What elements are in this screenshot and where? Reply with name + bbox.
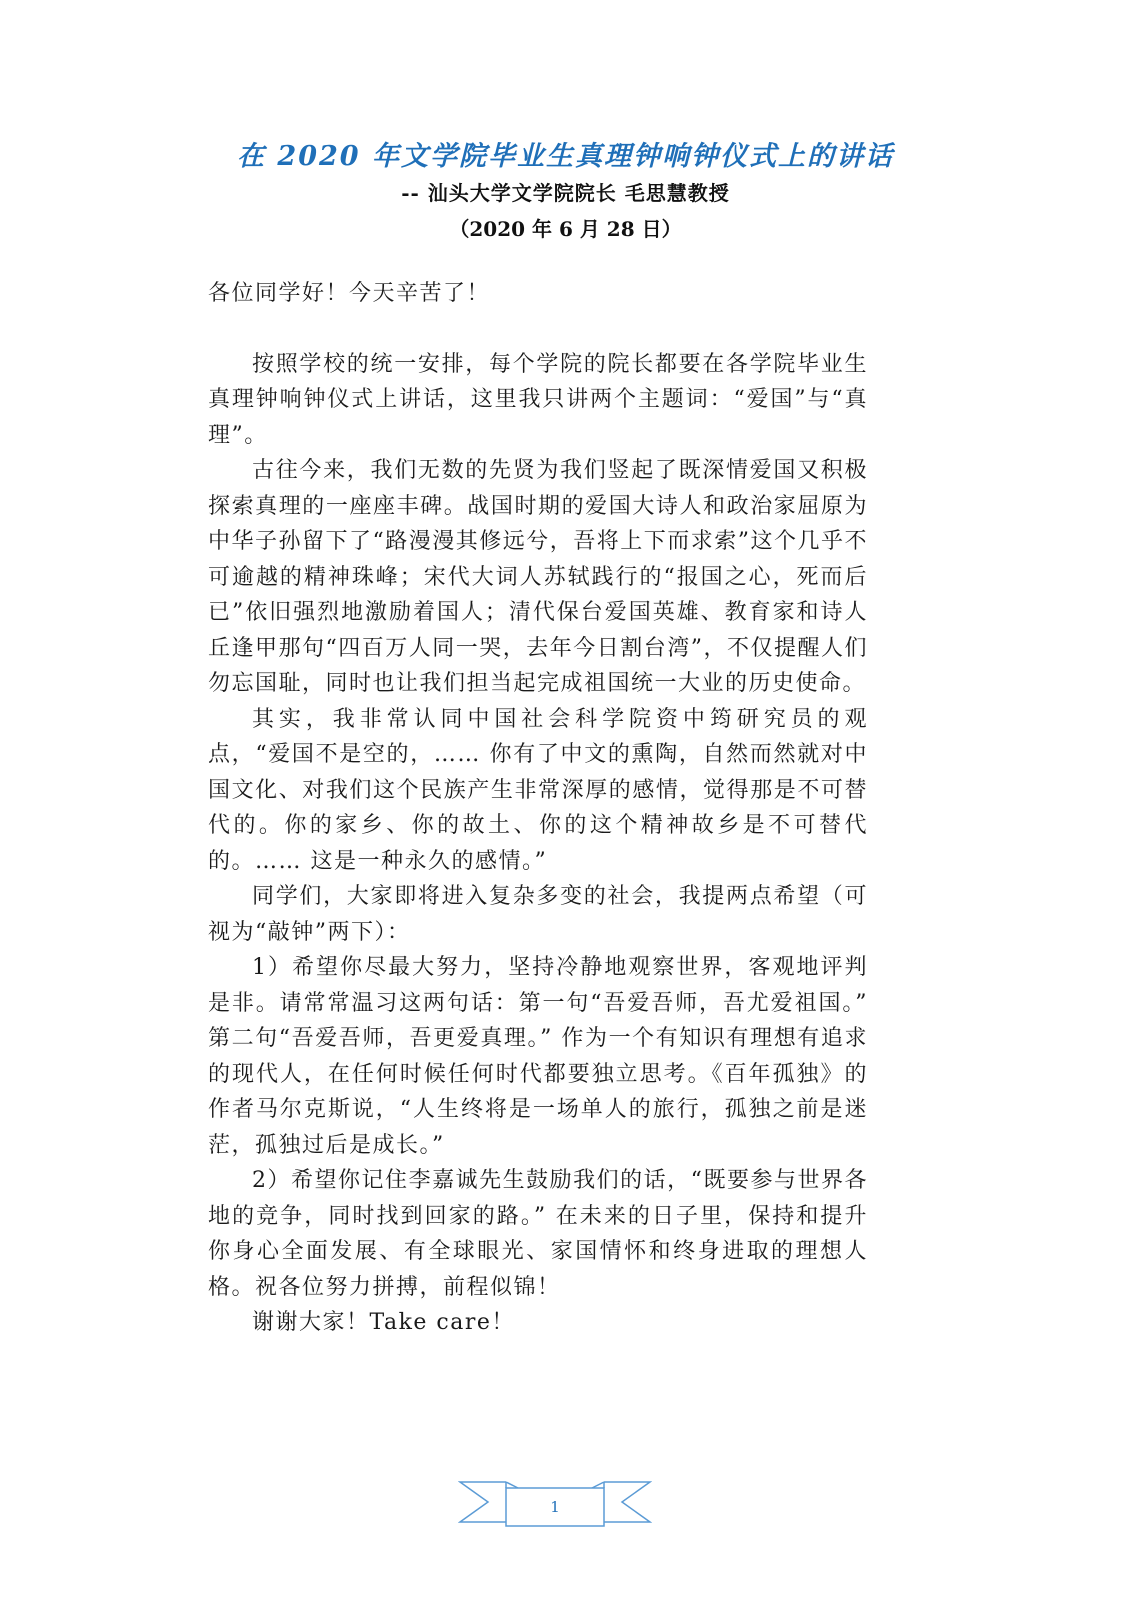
paragraph-hopes-intro: 同学们，大家即将进入复杂多变的社会，我提两点希望（可视为“敲钟”两下）： [208,884,868,945]
paragraph-history: 古往今来，我们无数的先贤为我们竖起了既深情爱国又积极探索真理的一座座丰碑。战国时期的爱国大诗人和政治家屈原为中华子孙留下了“路漫漫其修远兮，吾将上下而求索”这个几乎不可逾越的精神珠峰；宋代大词人苏轼践行的“报国之心，死而后已”依旧强烈地激励着国人；清代保台爱国英雄、教育家和诗人丘逢甲那句“四百万人同一哭，去年今日割台湾”，不仅提醒人们勿忘国耻，同时也让我们担当起完成祖国统一大业的历史使命。 [208,458,868,696]
paragraph-closing: 谢谢大家！Take care！ [252,1310,515,1335]
paragraph-intro: 按照学校的统一安排，每个学院的院长都要在各学院毕业生真理钟响钟仪式上讲话，这里我只讲两个主题词：“爱国”与“真理”。 [208,351,868,448]
paragraph-hope-1: 1）希望你尽最大努力，坚持冷静地观察世界，客观地评判是非。请常常温习这两句话：第一句“吾爱吾师，吾尤爱祖国。” 第二句“吾爱吾师，吾更爱真理。” 作为一个有知识有理想有追求的现代人，在任何时候任何时代都要独立思考。《百年孤独》的作者马尔克斯说，“人生终将是一场单人的旅行，孤独之前是迷茫，孤独过后是成长。” [208,955,868,1158]
speech-body [208,276,868,1341]
paragraph-quote: 其实，我非常认同中国社会科学院资中筠研究员的观点，“爱国不是空的，…… 你有了中文的熏陶，自然而然就对中国文化、对我们这个民族产生非常深厚的感情，觉得那是不可替代的。你的家乡、你的故土、你的这个精神故乡是不可替代的。…… 这是一种永久的感情。” [208,706,868,874]
document-title: 在 2020 年文学院毕业生真理钟响钟仪式上的讲话 [237,141,894,172]
document-subtitle: -- 汕头大学文学院院长 毛思慧教授 [401,181,730,205]
page-number-ribbon [458,1474,652,1530]
paragraph-hope-2: 2）希望你记住李嘉诚先生鼓励我们的话，“既要参与世界各地的竞争，同时找到回家的路。” 在未来的日子里，保持和提升你身心全面发展、有全球眼光、家国情怀和终身进取的理想人格。祝各位努力拼搏，前程似锦！ [208,1168,868,1300]
greeting-paragraph: 各位同学好！今天辛苦了！ [208,281,491,306]
document-date: （2020 年 6 月 28 日） [449,217,682,241]
page-number: 1 [550,1498,560,1516]
